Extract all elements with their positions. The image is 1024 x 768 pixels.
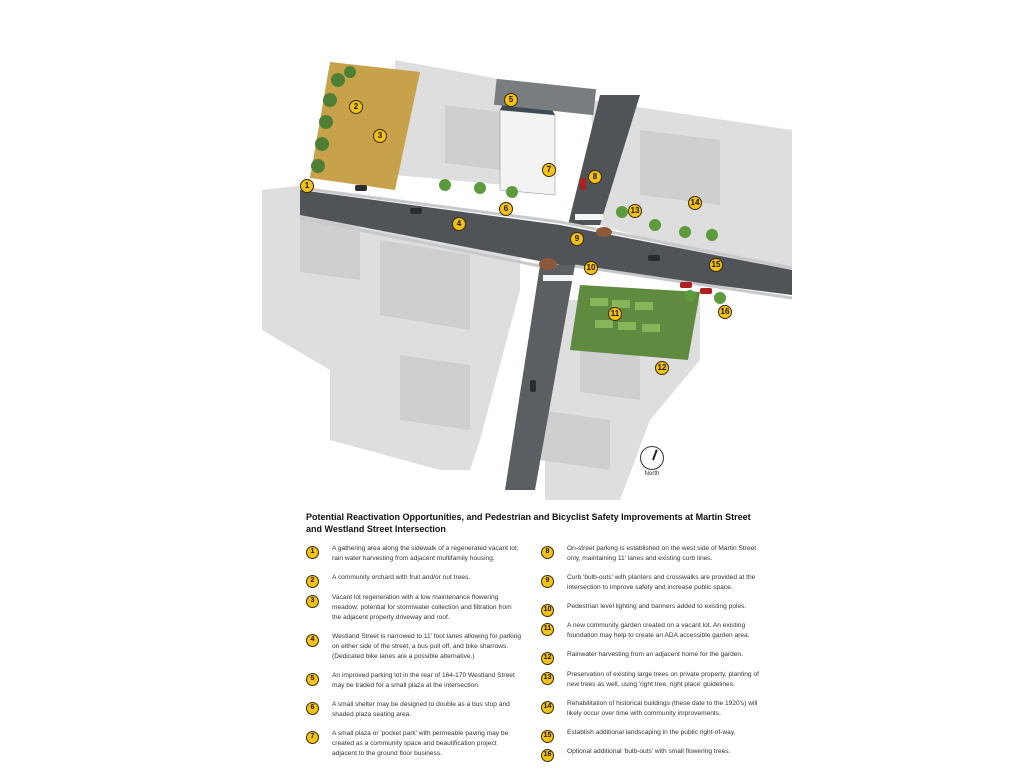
north-arrow-icon bbox=[640, 446, 664, 470]
marker-10: 10 bbox=[584, 261, 598, 275]
marker-5: 5 bbox=[504, 93, 518, 107]
legend-item-text: A community orchard with fruit and/or nut trees. bbox=[332, 574, 471, 581]
legend-item bbox=[541, 670, 762, 690]
legend-number-badge: 4 bbox=[306, 634, 319, 647]
marker-6: 6 bbox=[499, 202, 513, 216]
legend-item-text: Vacant lot regeneration with a low maintenance flowering meadow; potential for stormwater collection and filtration from the adjacent property driveway and roof. bbox=[332, 594, 512, 621]
north-label: North bbox=[644, 471, 660, 477]
central-building bbox=[500, 98, 555, 195]
legend-item bbox=[306, 632, 522, 662]
legend-number-badge: 5 bbox=[306, 673, 319, 686]
marker-7: 7 bbox=[542, 163, 556, 177]
legend-item-text: Establish additional landscaping in the public right-of-way. bbox=[567, 729, 736, 736]
legend-number-badge: 2 bbox=[306, 575, 319, 588]
legend-item-text: Optional additional 'bulb-outs' with small flowering trees. bbox=[567, 748, 731, 755]
legend-number-badge: 12 bbox=[541, 652, 554, 665]
legend-number-badge: 11 bbox=[541, 623, 554, 636]
legend-item bbox=[306, 593, 522, 623]
marker-14: 14 bbox=[688, 196, 702, 210]
legend-item bbox=[541, 621, 762, 641]
legend-item bbox=[541, 602, 762, 617]
legend-number-badge: 1 bbox=[306, 546, 319, 559]
marker-1: 1 bbox=[300, 179, 314, 193]
legend-number-badge: 3 bbox=[306, 595, 319, 608]
page-title: Potential Reactivation Opportunities, and Pedestrian and Bicyclist Safety Improvements at Martin Street and Westland Street Intersection bbox=[306, 512, 751, 534]
legend-item bbox=[306, 700, 522, 720]
legend-number-badge: 9 bbox=[541, 575, 554, 588]
legend-item bbox=[306, 573, 522, 588]
marker-9: 9 bbox=[570, 232, 584, 246]
legend-item-text: Curb 'bulb-outs' with planters and crosswalks are provided at the intersection to improve safety and increase public space. bbox=[567, 574, 756, 591]
legend-number-badge: 8 bbox=[541, 546, 554, 559]
marker-13: 13 bbox=[628, 204, 642, 218]
community-garden bbox=[570, 285, 700, 360]
legend-number-badge: 15 bbox=[541, 730, 554, 743]
legend-item bbox=[541, 699, 762, 719]
legend-number-badge: 14 bbox=[541, 701, 554, 714]
legend-item bbox=[306, 544, 522, 564]
legend-item bbox=[541, 650, 762, 665]
legend-item-text: Preservation of existing large trees on private property, planting of new trees as well, using 'right tree, right place' guidelines. bbox=[567, 671, 759, 688]
legend-item bbox=[541, 747, 762, 762]
legend-number-badge: 6 bbox=[306, 702, 319, 715]
legend-item bbox=[541, 573, 762, 593]
marker-12: 12 bbox=[655, 361, 669, 375]
legend-item-text: Pedestrian level lighting and banners added to existing poles. bbox=[567, 603, 747, 610]
legend-item-text: An improved parking lot in the rear of 164-170 Westland Street may be traded for a small plaza at the intersection. bbox=[332, 672, 515, 689]
legend-item bbox=[541, 544, 762, 564]
legend-item bbox=[541, 728, 762, 743]
legend-number-badge: 13 bbox=[541, 672, 554, 685]
marker-2: 2 bbox=[349, 100, 363, 114]
legend-item-text: Rehabilitation of historical buildings (these date to the 1920's) will likely occur over time with community improvements. bbox=[567, 700, 758, 717]
legend-item bbox=[306, 671, 522, 691]
legend-item-text: A small plaza or 'pocket park' with permeable paving may be created as a community space and beautification project adjacent to the ground floor business. bbox=[332, 730, 509, 757]
marker-4: 4 bbox=[452, 217, 466, 231]
marker-3: 3 bbox=[373, 129, 387, 143]
legend-item-text: A small shelter may be designed to double as a bus stop and shaded plaza seating area. bbox=[332, 701, 510, 718]
legend-number-badge: 7 bbox=[306, 731, 319, 744]
legend-item bbox=[306, 729, 522, 759]
legend-item-text: On-street parking is established on the west side of Martin Street only, maintaining 11' lanes and existing curb lines. bbox=[567, 545, 757, 562]
marker-15: 15 bbox=[709, 258, 723, 272]
marker-16: 16 bbox=[718, 305, 732, 319]
legend-item-text: A new community garden created on a vacant lot. An existing foundation may help to create an ADA accessible garden area. bbox=[567, 622, 750, 639]
marker-11: 11 bbox=[608, 307, 622, 321]
legend-item-text: Rainwater harvesting from an adjacent home for the garden. bbox=[567, 651, 743, 658]
legend-number-badge: 10 bbox=[541, 604, 554, 617]
legend-item-text: Westland Street is narrowed to 11' foot lanes allowing for parking on either side of the street, a bus pull off, and bike sharrows. (Dedicated bike lanes are a possible alternative.) bbox=[332, 633, 522, 660]
legend-item-text: A gathering area along the sidewalk of a regenerated vacant lot; rain water harvesting from adjacent multifamily housing. bbox=[332, 545, 519, 562]
legend-number-badge: 16 bbox=[541, 749, 554, 762]
marker-8: 8 bbox=[588, 170, 602, 184]
